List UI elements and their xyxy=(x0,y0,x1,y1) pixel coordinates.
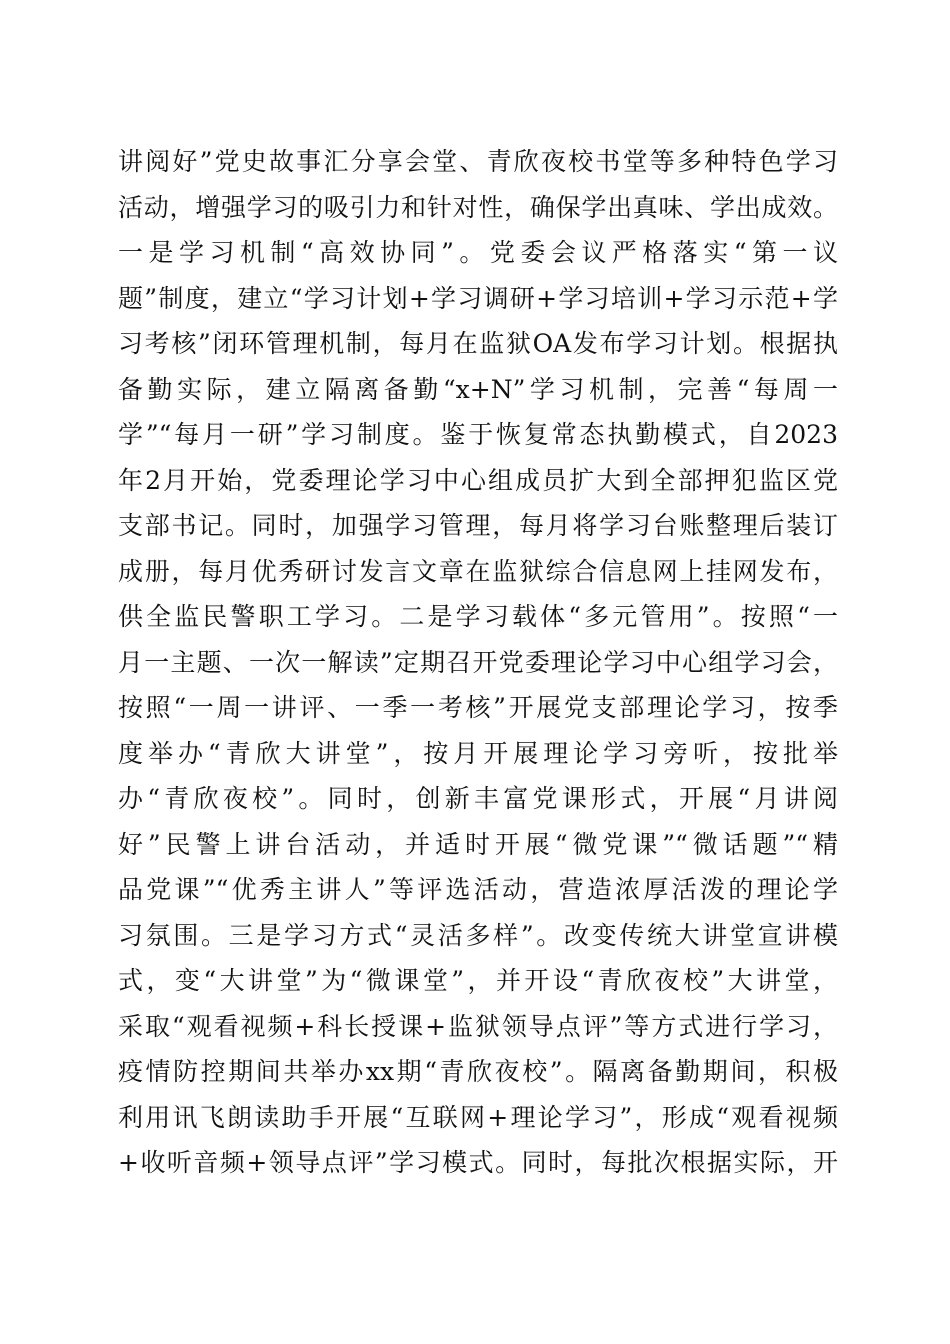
text-line-21: 疫情防控期间共举办xx期“青欣夜校”。隔离备勤期间，积极 xyxy=(118,1057,838,1086)
text-line-20: 采取“观看视频+科长授课+监狱领导点评”等方式进行学习， xyxy=(118,1011,838,1041)
text-line-7: 学”“每月一研”学习制度。鉴于恢复常态执勤模式，自2023 xyxy=(118,420,838,449)
text-line-12: 月一主题、一次一解读”定期召开党委理论学习中心组学习会， xyxy=(118,647,838,677)
text-line-17: 品党课”“优秀主讲人”等评选活动，营造浓厚活泼的理论学 xyxy=(118,875,838,904)
text-line-23: +收听音频+领导点评”学习模式。同时，每批次根据实际，开 xyxy=(118,1148,838,1177)
text-line-6: 备勤实际，建立隔离备勤“x+N”学习机制，完善“每周一 xyxy=(118,374,838,404)
text-line-5: 习考核”闭环管理机制，每月在监狱OA发布学习计划。根据执 xyxy=(118,329,838,358)
text-line-15: 办“青欣夜校”。同时，创新丰富党课形式，开展“月讲阅 xyxy=(118,784,838,813)
text-line-4: 题”制度，建立“学习计划+学习调研+学习培训+学习示范+学 xyxy=(118,283,838,313)
text-line-13: 按照“一周一讲评、一季一考核”开展党支部理论学习，按季 xyxy=(118,693,838,722)
body-text xyxy=(118,139,838,1186)
text-line-11: 供全监民警职工学习。二是学习载体“多元管用”。按照“一 xyxy=(118,602,838,631)
text-line-9: 支部书记。同时，加强学习管理，每月将学习台账整理后装订 xyxy=(118,511,838,540)
text-line-2: 活动，增强学习的吸引力和针对性，确保学出真味、学出成效。 xyxy=(118,192,838,222)
text-line-10: 成册，每月优秀研讨发言文章在监狱综合信息网上挂网发布， xyxy=(118,556,838,586)
text-line-16: 好”民警上讲台活动，并适时开展“微党课”“微话题”“精 xyxy=(118,829,838,859)
text-line-8: 年2月开始，党委理论学习中心组成员扩大到全部押犯监区党 xyxy=(118,465,838,495)
text-line-19: 式，变“大讲堂”为“微课堂”，并开设“青欣夜校”大讲堂， xyxy=(118,966,838,995)
text-line-18: 习氛围。三是学习方式“灵活多样”。改变传统大讲堂宣讲模 xyxy=(118,920,838,950)
text-line-14: 度举办“青欣大讲堂”，按月开展理论学习旁听，按批举 xyxy=(118,738,838,768)
text-line-3: 一是学习机制“高效协同”。党委会议严格落实“第一议 xyxy=(118,238,838,267)
text-line-1: 讲阅好”党史故事汇分享会堂、青欣夜校书堂等多种特色学习 xyxy=(118,147,838,176)
text-line-22: 利用讯飞朗读助手开展“互联网+理论学习”，形成“观看视频 xyxy=(118,1102,838,1132)
